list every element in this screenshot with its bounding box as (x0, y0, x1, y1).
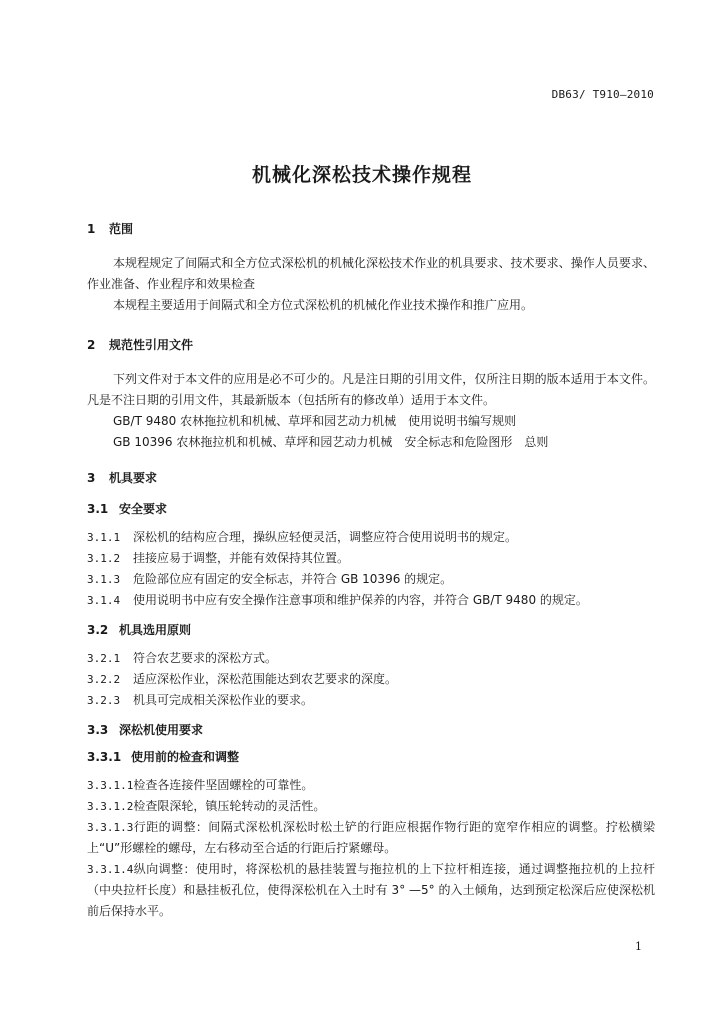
clause-number: 3.3.1.4 (87, 863, 134, 876)
clause-text: 机具可完成相关深松作业的要求。 (133, 693, 314, 707)
clause-number: 3.3.1.2 (87, 800, 134, 813)
subsection-title: 深松机使用要求 (119, 723, 204, 737)
clause-text: 危险部位应有固定的安全标志，并符合 GB 10396 的规定。 (133, 572, 453, 586)
clause (87, 648, 655, 669)
clause (87, 527, 655, 548)
subsection-title: 使用前的检查和调整 (131, 750, 240, 764)
subsection-number: 3.3 (87, 723, 109, 737)
clause (87, 859, 655, 922)
clause-text: 符合农艺要求的深松方式。 (133, 651, 278, 665)
section-1-paragraph-2: 本规程主要适用于间隔式和全方位式深松机的机械化作业技术操作和推广应用。 (113, 298, 534, 312)
subsection-3-1-heading (87, 500, 655, 517)
subsection-number: 3.3.1 (87, 750, 122, 764)
subsection-title: 机具选用原则 (119, 623, 192, 637)
section-2-paragraph: 下列文件对于本文件的应用是必不可少的。凡是注日期的引用文件，仅所注日期的版本适用于本文件。凡是不注日期的引用文件，其最新版本（包括所有的修改单）适用于本文件。 (87, 372, 655, 407)
clause-number: 3.2.1 (87, 652, 121, 665)
section-number: 1 (87, 222, 96, 236)
clause-text: 适应深松作业，深松范围能达到农艺要求的深度。 (133, 672, 398, 686)
subsection-3-3-1-heading (87, 748, 655, 765)
section-2-heading (87, 336, 655, 353)
clause-number: 3.3.1.3 (87, 821, 134, 834)
section-1-paragraph-1: 本规程规定了间隔式和全方位式深松机的机械化深松技术作业的机具要求、技术要求、操作人员要求、作业准备、作业程序和效果检查 (87, 256, 655, 291)
clause (87, 548, 655, 569)
section-title: 范围 (109, 222, 134, 236)
section-number: 3 (87, 471, 96, 485)
clause-text: 检查限深轮，镇压轮转动的灵活性。 (133, 799, 326, 813)
reference-line: GB 10396 农林拖拉机和机械、草坪和园艺动力机械 安全标志和危险图形 总则 (113, 435, 549, 449)
clause (87, 817, 655, 859)
clause-number: 3.1.1 (87, 531, 121, 544)
document-body (87, 220, 655, 922)
clause-number: 3.1.2 (87, 552, 121, 565)
clause (87, 669, 655, 690)
clause-number: 3.2.2 (87, 673, 121, 686)
section-3-heading (87, 469, 655, 486)
section-title: 机具要求 (109, 471, 158, 485)
clause-number: 3.1.3 (87, 573, 121, 586)
document-code: DB63/ T910—2010 (551, 88, 654, 101)
clause-number: 3.1.4 (87, 594, 121, 607)
clause-text: 挂接应易于调整，并能有效保持其位置。 (133, 551, 350, 565)
section-number: 2 (87, 338, 96, 352)
clause-number: 3.2.3 (87, 694, 121, 707)
clause (87, 590, 655, 611)
clause-number: 3.3.1.1 (87, 779, 134, 792)
section-1-heading (87, 220, 655, 237)
document-title: 机械化深松技术操作规程 (251, 164, 472, 186)
clause-text: 深松机的结构应合理，操纵应轻便灵活，调整应符合使用说明书的规定。 (133, 530, 518, 544)
page-number: 1 (635, 940, 642, 953)
clause-text: 检查各连接件坚固螺栓的可靠性。 (133, 778, 314, 792)
clause (87, 569, 655, 590)
subsection-3-3-heading (87, 721, 655, 738)
subsection-3-2-heading (87, 621, 655, 638)
section-title: 规范性引用文件 (109, 338, 194, 352)
clause (87, 796, 655, 817)
clause-text: 使用说明书中应有安全操作注意事项和维护保养的内容，并符合 GB/T 9480 的规定。 (133, 593, 588, 607)
reference-line: GB/T 9480 农林拖拉机和机械、草坪和园艺动力机械 使用说明书编写规则 (113, 414, 517, 428)
subsection-title: 安全要求 (119, 502, 168, 516)
subsection-number: 3.1 (87, 502, 109, 516)
clause (87, 690, 655, 711)
clause-text: 纵向调整：使用时，将深松机的悬挂装置与拖拉机的上下拉杆相连接，通过调整拖拉机的上拉杆（中央拉杆长度）和悬挂板孔位，使得深松机在入土时有 3° —5° 的入土倾角，达到预定松深后应使深松机前后保持水平。 (87, 862, 655, 918)
clause-text: 行距的调整：间隔式深松机深松时松土铲的行距应根据作物行距的宽窄作相应的调整。拧松横梁上“U”形螺栓的螺母，左右移动至合适的行距后拧紧螺母。 (87, 820, 655, 855)
subsection-number: 3.2 (87, 623, 109, 637)
clause (87, 775, 655, 796)
